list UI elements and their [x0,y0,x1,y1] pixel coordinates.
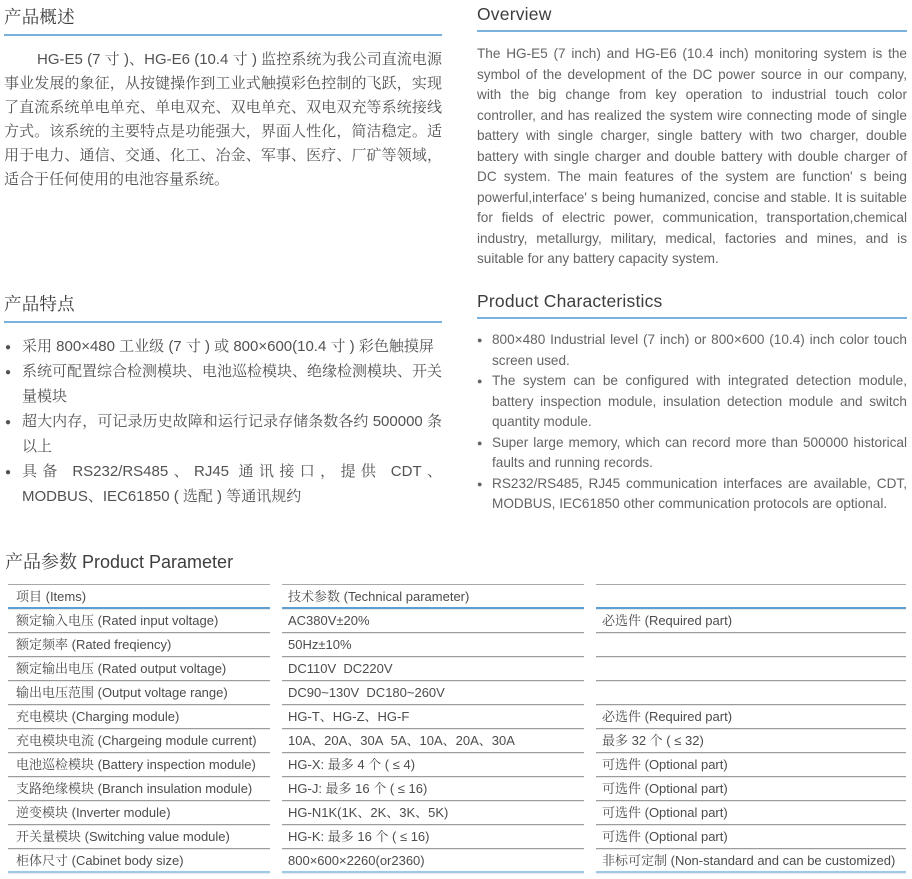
overview-cn-paragraph: HG-E5 (7 寸 )、HG-E6 (10.4 寸 ) 监控系统为我公司直流电源事业发展的象征，从按键操作到工业式触摸彩色控制的飞跃，实现了直流系统单电单充、单电双充、双电单充、双电双充等系统接线方式。该系统的主要特点是功能强大，界面人性化，简洁稳定。适用于电力、通信、交通、化工、冶金、军事、医疗、厂矿等领域，适合于任何使用的电池容量系统。 [4,51,442,188]
table-cell-value: HG-J: 最多 16 个 ( ≤ 16) [282,777,584,801]
table-header-items: 项目 (Items) [8,584,270,609]
bullet-icon: ● [477,478,483,489]
bullet-icon: ● [477,376,483,386]
characteristic-text: RS232/RS485, RJ45 communication interfaces are available, CDT, MODBUS, IEC61850 other communication protocols are optional. [492,475,907,511]
bullet-icon: ● [477,437,483,448]
table-cell-value: 800×600×2260(or2360) [282,849,584,873]
feature-text: 超大内存，可记录历史故障和运行记录存储条数各约 500000 条以上 [22,413,442,455]
features-cn-divider [4,321,442,323]
table-cell-value: HG-K: 最多 16 个 ( ≤ 16) [282,825,584,849]
overview-en-paragraph: The HG-E5 (7 inch) and HG-E6 (10.4 inch) monitoring system is the symbol of the development of the DC power source in our company, with the big change from key operation to industrial touch color controller, and has realized the system wire connecting mode of single battery with single charger, single battery with two charger, double battery with single charger and double battery with double charger of DC system. The main features of the system are function' s being powerful,interface' s being humanized, concise and stable. It is suitable for fields of electric power, communication, transportation,chemical industry, metallurgy, military, medical, factories and mines, and is suitable for any battery capacity system. [477,46,907,266]
table-row [8,729,906,753]
table-cell-value: DC110V DC220V [282,657,584,681]
characteristics-en-divider [477,317,907,319]
table-row [8,609,906,633]
table-row [8,681,906,705]
parameter-table [8,584,906,873]
list-item [477,474,907,515]
list-item [477,433,907,474]
characteristic-text: The system can be configured with integrated detection module, battery inspection module, insulation detection module and switch quantity module. [492,373,907,429]
overview-en-title: Overview [477,4,552,24]
parameters-title: 产品参数 Product Parameter [5,552,234,572]
section-features-cn [4,289,442,509]
table-cell-value: 10A、20A、30A 5A、10A、20A、30A [282,729,584,753]
characteristic-text: 800×480 Industrial level (7 inch) or 800×600 (10.4) inch color touch screen used. [492,332,907,368]
bullet-icon: ● [5,367,12,378]
table-cell-value: HG-X: 最多 4 个 ( ≤ 4) [282,753,584,777]
table-cell-note [596,681,906,705]
table-row [8,849,906,873]
list-item [477,371,907,433]
list-item [477,330,907,371]
table-cell-note: 可选件 (Optional part) [596,753,906,777]
table-cell-note: 必选件 (Required part) [596,609,906,633]
section-overview-en [477,2,907,270]
feature-text: 具备 RS232/RS485、RJ45 通讯接口，提供 CDT、MODBUS、IEC61850 ( 选配 ) 等通讯规约 [22,463,442,505]
overview-cn-title: 产品概述 [4,7,75,27]
table-header-row [8,584,906,609]
overview-en-divider [477,30,907,32]
bullet-icon: ● [5,417,12,428]
table-header-note [596,584,906,609]
section-characteristics-en [477,289,907,515]
table-row [8,777,906,801]
table-cell-value: DC90~130V DC180~260V [282,681,584,705]
table-cell-note: 可选件 (Optional part) [596,777,906,801]
characteristic-text: Super large memory, which can record more than 500000 historical faults and running records. [492,434,907,470]
feature-text: 系统可配置综合检测模块、电池巡检模块、绝缘检测模块、开关量模块 [22,363,443,405]
list-item [4,409,442,459]
section-overview-cn [4,2,442,192]
table-cell-note [596,657,906,681]
table-cell-value: AC380V±20% [282,609,584,633]
table-cell-value: HG-N1K(1K、2K、3K、5K) [282,801,584,825]
features-cn-title: 产品特点 [4,294,75,314]
table-row [8,801,906,825]
bullet-icon: ● [5,342,12,353]
table-cell-item: 柜体尺寸 (Cabinet body size) [8,849,270,873]
table-cell-item: 输出电压范围 (Output voltage range) [8,681,270,705]
list-item [4,459,442,509]
table-cell-item: 额定输入电压 (Rated input voltage) [8,609,270,633]
table-cell-note: 可选件 (Optional part) [596,825,906,849]
table-cell-item: 充电模块电流 (Chargeing module current) [8,729,270,753]
table-cell-note: 最多 32 个 ( ≤ 32) [596,729,906,753]
bullet-icon: ● [5,467,12,478]
list-item [4,334,442,359]
table-cell-note: 必选件 (Required part) [596,705,906,729]
table-cell-item: 支路绝缘模块 (Branch insulation module) [8,777,270,801]
table-cell-item: 额定频率 (Rated freqiency) [8,633,270,657]
table-cell-item: 充电模块 (Charging module) [8,705,270,729]
bullet-icon: ● [477,335,483,345]
table-cell-value: 50Hz±10% [282,633,584,657]
table-cell-note: 非标可定制 (Non-standard and can be customized) [596,849,906,873]
overview-cn-divider [4,34,442,36]
list-item [4,359,442,409]
table-row [8,753,906,777]
table-cell-item: 开关量模块 (Switching value module) [8,825,270,849]
table-cell-item: 额定输出电压 (Rated output voltage) [8,657,270,681]
table-row [8,657,906,681]
table-cell-note: 可选件 (Optional part) [596,801,906,825]
table-cell-value: HG-T、HG-Z、HG-F [282,705,584,729]
table-header-technical-parameter: 技术参数 (Technical parameter) [282,584,584,609]
table-row [8,825,906,849]
features-cn-list [4,334,442,509]
table-cell-item: 电池巡检模块 (Battery inspection module) [8,753,270,777]
table-cell-note [596,633,906,657]
table-row [8,633,906,657]
characteristics-en-list [477,330,907,515]
feature-text: 采用 800×480 工业级 (7 寸 ) 或 800×600(10.4 寸 ) 彩色触摸屏 [22,338,434,355]
table-cell-item: 逆变模块 (Inverter module) [8,801,270,825]
characteristics-en-title: Product Characteristics [477,291,663,311]
table-row [8,705,906,729]
